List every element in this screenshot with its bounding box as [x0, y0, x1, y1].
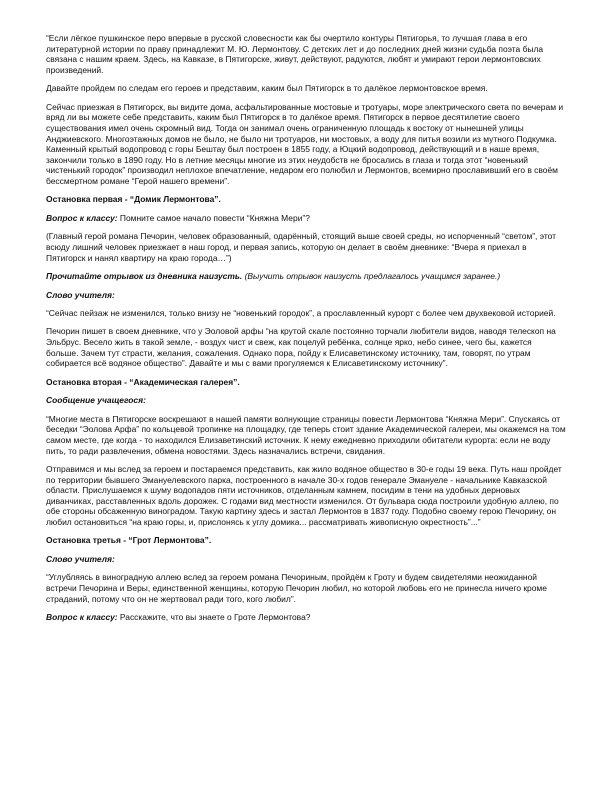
question-text: Помните самое начало повести “Княжна Мери”? — [117, 212, 310, 223]
paragraph-pechorin-arrival: (Главный герой романа Печорин, человек образованный, одарённый, стоящий выше своей среды, но испорченный “светом”, этот всюду лишний человек приезжает в наш город, и первая запись, которую он делает в своём дневнике: “Вчера я приехал в Пятигорск и нанял квартиру на краю города…”) — [46, 231, 557, 263]
task-label: Прочитайте отрывок из дневника наизусть. — [46, 271, 243, 282]
paragraph-invitation: Давайте пройдем по следам его героев и представим, каким был Пятигорск в то далёкое лермонтовское время. — [46, 83, 488, 94]
paragraph-landscape: “Сейчас пейзаж не изменился, только внизу не “новенький городок”, а прославленный курорт с более чем двухвековой историей. — [46, 308, 556, 318]
heading-stop-two: Остановка вторая - “Академическая галерея”. — [46, 376, 240, 387]
paragraph-gallery: “Многие места в Пятигорске воскрешают в нашей памяти волнующие страницы повести Лермонтова “Княжна Мери”. Спускаясь от беседки “Эолова Арфа” по кольцевой тропинке на площадку, где теперь стоит здание Академической галереи, мы окажемся на том самом месте, где когда - то находился Елизаветинский источник. К нему ежедневно приходили обитатели курорта: если не воду пить, то ради развлечения, обмена новостями. Здесь назначались встречи, свидания. — [46, 413, 566, 456]
student-message-label: Сообщение учащегося: — [46, 395, 146, 406]
paragraph-aeolian-harp: Печорин пишет в своем дневнике, что у Эоловой арфы “на крутой скале постоянно торчали любители видов, наводя телескоп на Эльбрус. Весело жить в такой земле, - воздух чист и свеж, как поцелуй ребёнка, солнце ярко, небо синее, чего бы, кажется больше. Зачем тут страсти, желания, сожаления. Однако пора, пойду к Елисаветинскому источнику, там, говорят, по утрам собирается всё водяное общество”. Давайте и мы с вами прогуляемся к Елисаветинскому источнику”. — [46, 326, 556, 369]
task-note: (Выучить отрывок наизусть предлагалось учащимся заранее.) — [242, 271, 501, 282]
question-text-2: Расскажите, что вы знаете о Гроте Лермонтова? — [117, 612, 311, 623]
question-to-class-2 — [46, 612, 566, 623]
paragraph-old-pyatigorsk: Сейчас приезжая в Пятигорск, вы видите дома, асфальтированные мостовые и тротуары, море электрического света по вечерам и вряд ли вы можете себе представить, каким был Пятигорск в то далёкое время. Пятигорск в первое десятилетие своего существования имел очень скромный вид. Тогда он занимал очень ограниченную площадь к востоку от нынешней улицы Анджиевского. Многоэтажных домов не было, не было ни тротуаров, ни мостовых, а воду для питья возили из мутного Подкумка. Каменный крытый водопровод с горы Бештау был построен в 1855 году, а Юцкий водопровод, действующий и в наше время, закончили только в 1890 году. Но в летние месяцы многие из этих неудобств не бросались в глаза и тогда этот “новенький чистенький городок” производил неплохое впечатление, недаром его полюбил и Лермонтов, всемирно прославивший его в своём бессмертном романе “Герой нашего времени”. — [46, 101, 564, 186]
question-label-2: Вопрос к классу: — [46, 612, 118, 623]
paragraph-intro: “Если лёгкое пушкинское перо впервые в русской словесности как бы очертило контуры Пятигорья, то лучшая глава в его литературной истории по праву принадлежит М. Ю. Лермонтову. С детских лет и до последних дней жизни судьба поэта была связана с нашим краем. Здесь, на Кавказе, в Пятигорске, живут, действуют, радуются, любят и умирают герои лермонтовских произведений. — [46, 33, 544, 75]
heading-stop-three: Остановка третья - “Грот Лермонтова”. — [46, 535, 212, 546]
paragraph-emanuel-park: Отправимся и мы вслед за героем и постараемся представить, как жило водяное общество в 30-е годы 19 века. Путь наш пройдет по территории бывшего Эмануелевского парка, построенного в начале 30-х годов генерале Эмануеле - начальнике Кавказской области. Прислушаемся к шуму водопадов пяти источников, отделанным камнем, посидим в тени на удобных дерновых диванчиках, расставленных вдоль дорожек. С годами вид местности изменился. От бульвара сюда построили удобную аллею, по обе стороны обсаженную виноградом. Такую картину здесь и застал Лермонтов в 1837 году. Подобно своему герою Печорину, он любил остановиться “на краю горы, и, прислонясь к углу домика... рассматривать живописную окрестность”...” — [46, 463, 562, 527]
question-to-class — [46, 213, 566, 224]
teacher-word-label: Слово учителя: — [46, 289, 115, 300]
paragraph-grotto: “Углубляясь в виноградную аллею вслед за героем романа Печориным, пройдём к Гроту и будем свидетелями неожиданной встречи Печорина и Веры, единственной женщины, которую Печорин любил, но которой любовь его не принесла ничего кроме страданий, потому что он не жертвовал ради того, кого любил”. — [46, 572, 547, 604]
teacher-word-label-2: Слово учителя: — [46, 553, 115, 564]
heading-stop-one: Остановка первая - “Домик Лермонтова”. — [46, 194, 221, 205]
question-label: Вопрос к классу: — [46, 212, 118, 223]
task-read-excerpt — [46, 271, 566, 282]
